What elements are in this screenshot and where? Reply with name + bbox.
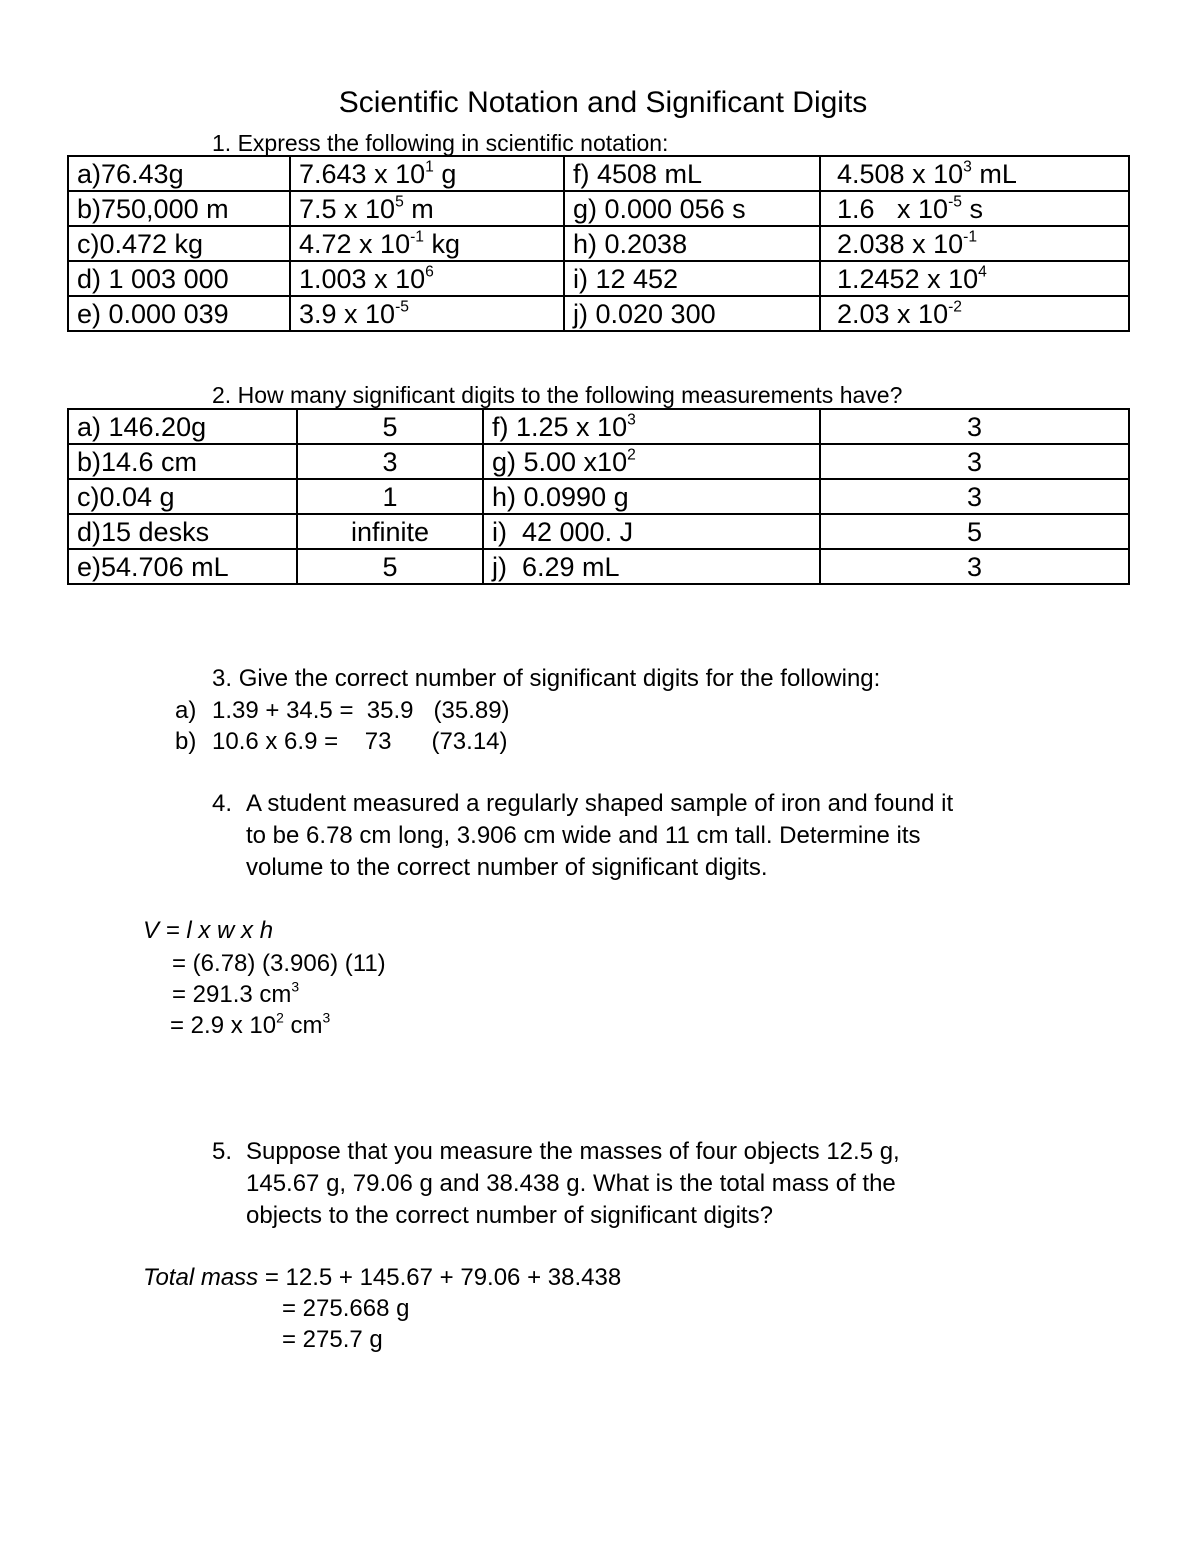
q2-measurement (483, 409, 820, 444)
q1-row (68, 296, 1129, 331)
q1-answer (290, 296, 564, 331)
q1-question: f) 4508 mL (564, 156, 820, 191)
q3-number: 3. (212, 665, 233, 692)
q2-digits: 1 (297, 479, 483, 514)
answer-base: 1.2452 x 10 (837, 263, 979, 294)
q1-answer (290, 191, 564, 226)
q2-digits: 3 (820, 444, 1129, 479)
q1-question: d) 1 003 000 (68, 261, 290, 296)
q2-row (68, 409, 1129, 444)
q2-heading (212, 382, 902, 409)
measurement-base: i) 42 000. J (492, 516, 634, 547)
q2-row (68, 549, 1129, 584)
q2-measurement: c)0.04 g (68, 479, 297, 514)
q2-number: 2. (212, 382, 232, 408)
exponent: 4 (978, 262, 987, 280)
q2-prompt: How many significant digits to the following measurements have? (237, 382, 903, 408)
q2-row (68, 514, 1129, 549)
answer-base: 4.508 x 10 (837, 158, 964, 189)
q2-digits: 5 (297, 409, 483, 444)
q1-answer (290, 156, 564, 191)
q1-heading (212, 130, 668, 157)
q5-number: 5. (212, 1138, 233, 1165)
exponent: 2 (276, 1009, 284, 1026)
q4-line: to be 6.78 cm long, 3.906 cm wide and 11 cm tall. Determine its (246, 822, 921, 849)
q2-table (67, 408, 1130, 585)
q5-work-line: = 275.668 g (282, 1295, 410, 1322)
q5-line: Suppose that you measure the masses of four objects 12.5 g, (246, 1138, 900, 1165)
q4-work-line (172, 978, 300, 1009)
exponent: 5 (395, 192, 404, 210)
q2-digits: 3 (820, 549, 1129, 584)
q2-measurement (483, 444, 820, 479)
q2-digits: 3 (297, 444, 483, 479)
answer-unit: kg (424, 228, 461, 259)
answer-base: 2.03 x 10 (837, 298, 949, 329)
q2-measurement (483, 514, 820, 549)
answer-base: 1.6 x 10 (837, 193, 949, 224)
answer-unit: g (433, 158, 457, 189)
q4-formula (143, 917, 273, 945)
q4-line: A student measured a regularly shaped sample of iron and found it (246, 790, 954, 817)
q2-measurement: b)14.6 cm (68, 444, 297, 479)
answer-base: 7.643 x 10 (299, 158, 426, 189)
q4-work-line (170, 1009, 331, 1040)
exponent: 2 (627, 445, 636, 463)
q1-question: c)0.472 kg (68, 226, 290, 261)
q2-measurement (483, 479, 820, 514)
q1-question: g) 0.000 056 s (564, 191, 820, 226)
q3-prompt: Give the correct number of significant digits for the following: (238, 665, 881, 692)
q1-answer (820, 226, 1129, 261)
answer-unit: mL (971, 158, 1017, 189)
q1-row (68, 191, 1129, 226)
work-text: = 291.3 cm (172, 981, 292, 1008)
q1-answer (820, 296, 1129, 331)
q1-prompt: Express the following in scientific notation: (237, 130, 669, 156)
q2-digits: 3 (820, 409, 1129, 444)
q3-item-b (175, 726, 508, 758)
answer-base: 3.9 x 10 (299, 298, 396, 329)
q1-row (68, 261, 1129, 296)
page-title: Scientific Notation and Significant Digits (338, 86, 868, 119)
q1-answer (820, 261, 1129, 296)
q1-answer (820, 191, 1129, 226)
q3-item-label: a) (175, 697, 197, 724)
measurement-base: h) 0.0990 g (492, 481, 629, 512)
q1-answer (820, 156, 1129, 191)
q1-answer (290, 226, 564, 261)
q3-heading (212, 663, 880, 695)
exponent: -1 (410, 227, 425, 245)
q2-digits: 3 (820, 479, 1129, 514)
q4-line: volume to the correct number of significant digits. (246, 854, 768, 881)
work-text: = 2.9 x 10 (170, 1012, 277, 1039)
q3-item-text: 1.39 + 34.5 = 35.9 (35.89) (212, 697, 510, 724)
exponent: 3 (963, 157, 972, 175)
q3-item-label: b) (175, 728, 197, 755)
q1-question: h) 0.2038 (564, 226, 820, 261)
q1-question: j) 0.020 300 (564, 296, 820, 331)
q5-work-line: = 275.7 g (282, 1326, 383, 1353)
q5-line: 145.67 g, 79.06 g and 38.438 g. What is the total mass of the (246, 1170, 896, 1197)
q2-digits: infinite (297, 514, 483, 549)
exponent: 3 (322, 1009, 331, 1026)
q2-row (68, 444, 1129, 479)
answer-base: 1.003 x 10 (299, 263, 426, 294)
q1-question: e) 0.000 039 (68, 296, 290, 331)
q5-work-line (143, 1264, 621, 1292)
q1-number: 1. (212, 130, 232, 156)
work-text: = 12.5 + 145.67 + 79.06 + 38.438 (258, 1264, 622, 1291)
answer-unit: s (962, 193, 984, 224)
answer-base: 2.038 x 10 (837, 228, 964, 259)
q3-item-a (175, 695, 510, 727)
q4-number: 4. (212, 790, 233, 817)
q1-row (68, 226, 1129, 261)
answer-unit: m (403, 193, 434, 224)
exponent: 1 (425, 157, 434, 175)
exponent: -2 (948, 297, 963, 315)
q1-table (67, 155, 1130, 332)
answer-base: 7.5 x 10 (299, 193, 396, 224)
q5-line: objects to the correct number of significant digits? (246, 1202, 773, 1229)
exponent: -5 (395, 297, 409, 315)
q2-digits: 5 (820, 514, 1129, 549)
q3-item-text: 10.6 x 6.9 = 73 (73.14) (212, 728, 508, 755)
exponent: -5 (948, 192, 962, 210)
exponent: -1 (963, 227, 978, 245)
q1-question: i) 12 452 (564, 261, 820, 296)
exponent: 3 (291, 978, 300, 995)
q1-answer (290, 261, 564, 296)
q2-measurement (483, 549, 820, 584)
q2-measurement: e)54.706 mL (68, 549, 297, 584)
q2-digits: 5 (297, 549, 483, 584)
work-label: Total mass (143, 1264, 259, 1291)
q2-row (68, 479, 1129, 514)
exponent: 3 (627, 410, 636, 428)
q4-work-line: = (6.78) (3.906) (11) (172, 950, 386, 977)
q2-measurement: a) 146.20g (68, 409, 297, 444)
measurement-base: g) 5.00 x10 (492, 446, 628, 477)
measurement-base: j) 6.29 mL (492, 551, 620, 582)
work-unit: cm (283, 1012, 323, 1039)
q1-question: b)750,000 m (68, 191, 290, 226)
q1-question: a)76.43g (68, 156, 290, 191)
exponent: 6 (425, 262, 434, 280)
formula-text: V = l x w x h (143, 917, 274, 944)
answer-base: 4.72 x 10 (299, 228, 411, 259)
measurement-base: f) 1.25 x 10 (492, 411, 628, 442)
q2-measurement: d)15 desks (68, 514, 297, 549)
q1-row (68, 156, 1129, 191)
